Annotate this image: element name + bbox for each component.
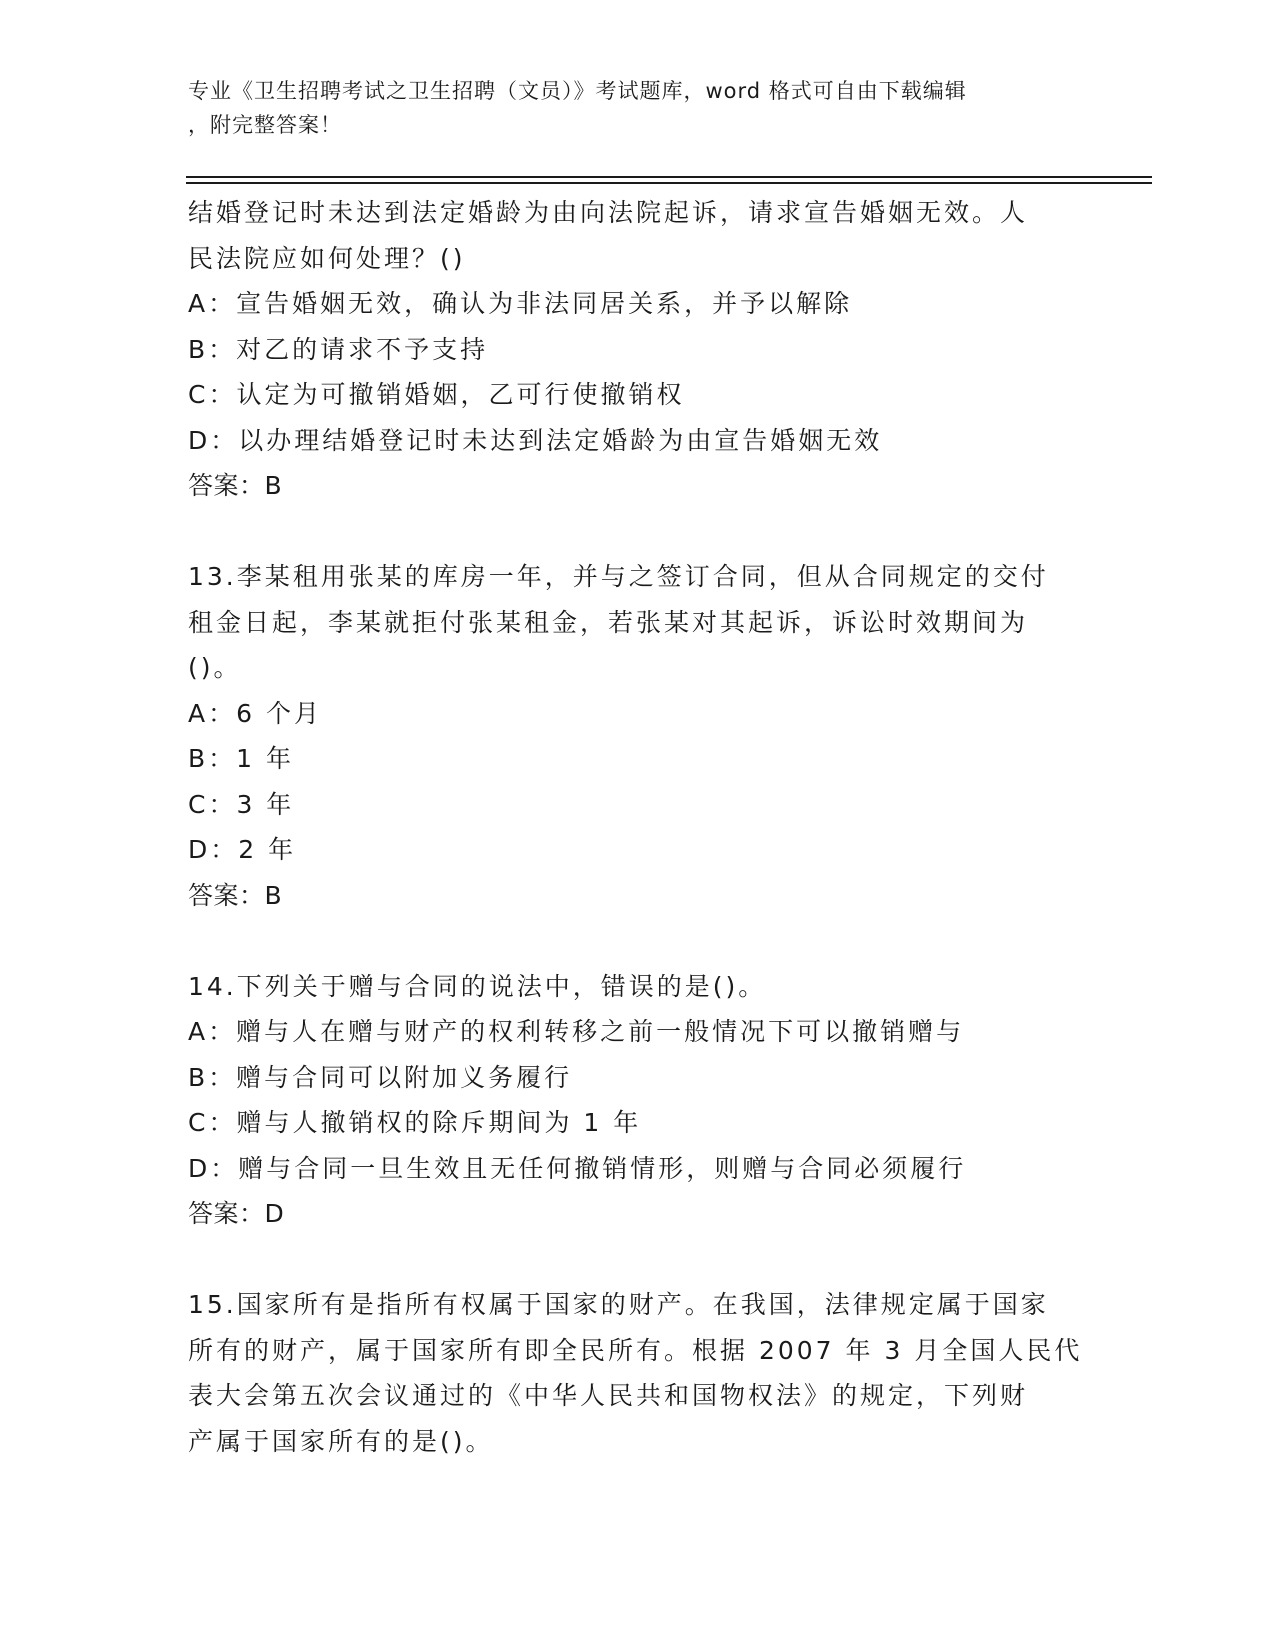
spacer	[188, 918, 1088, 964]
question-block	[188, 554, 1088, 918]
option-a: A：6 个月	[188, 698, 322, 728]
question-stem-line: 14.下列关于赠与合同的说法中，错误的是()。	[188, 971, 767, 1001]
document-header: 专业《卫生招聘考试之卫生招聘（文员）》考试题库，word 格式可自由下载编辑 ，附完整答案！	[188, 79, 967, 137]
answer-line: 答案：B	[188, 880, 283, 910]
question-block	[188, 190, 1088, 509]
question-list	[188, 190, 1088, 1464]
spacer	[188, 1237, 1088, 1283]
header-rule-top	[186, 176, 1152, 178]
option-d: D：赠与合同一旦生效且无任何撤销情形，则赠与合同必须履行	[188, 1153, 967, 1183]
question-stem-line: 15.国家所有是指所有权属于国家的财产。在我国，法律规定属于国家	[188, 1290, 1049, 1319]
question-block	[188, 1282, 1088, 1464]
option-b: B：赠与合同可以附加义务履行	[188, 1062, 573, 1092]
answer-line: 答案：D	[188, 1199, 285, 1228]
option-a: A：宣告婚姻无效，确认为非法同居关系，并予以解除	[188, 289, 853, 318]
option-b: B：1 年	[188, 744, 295, 773]
question-stem-line: 产属于国家所有的是()。	[188, 1426, 494, 1456]
question-stem-line: 民法院应如何处理？()	[188, 243, 466, 273]
option-c: C：3 年	[188, 789, 295, 819]
question-stem-line: 结婚登记时未达到法定婚龄为由向法院起诉，请求宣告婚姻无效。人	[188, 198, 1029, 227]
option-d: D：2 年	[188, 835, 297, 864]
question-stem-line: 表大会第五次会议通过的《中华人民共和国物权法》的规定，下列财	[188, 1381, 1029, 1410]
option-d: D：以办理结婚登记时未达到法定婚龄为由宣告婚姻无效	[188, 425, 883, 455]
question-block	[188, 964, 1088, 1237]
option-a: A：赠与人在赠与财产的权利转移之前一般情况下可以撤销赠与	[188, 1017, 965, 1046]
option-b: B：对乙的请求不予支持	[188, 334, 489, 364]
question-stem-line: 13.李某租用张某的库房一年，并与之签订合同，但从合同规定的交付	[188, 562, 1049, 591]
question-stem-line: 租金日起，李某就拒付张某租金，若张某对其起诉，诉讼时效期间为	[188, 607, 1029, 637]
question-stem-line: ()。	[188, 653, 242, 682]
option-c: C：赠与人撤销权的除斥期间为 1 年	[188, 1108, 642, 1137]
answer-line: 答案：B	[188, 471, 283, 500]
option-c: C：认定为可撤销婚姻，乙可行使撤销权	[188, 380, 685, 409]
question-stem-line: 所有的财产，属于国家所有即全民所有。根据 2007 年 3 月全国人民代	[188, 1335, 1083, 1365]
header-rule-bottom	[186, 182, 1152, 184]
spacer	[188, 509, 1088, 555]
